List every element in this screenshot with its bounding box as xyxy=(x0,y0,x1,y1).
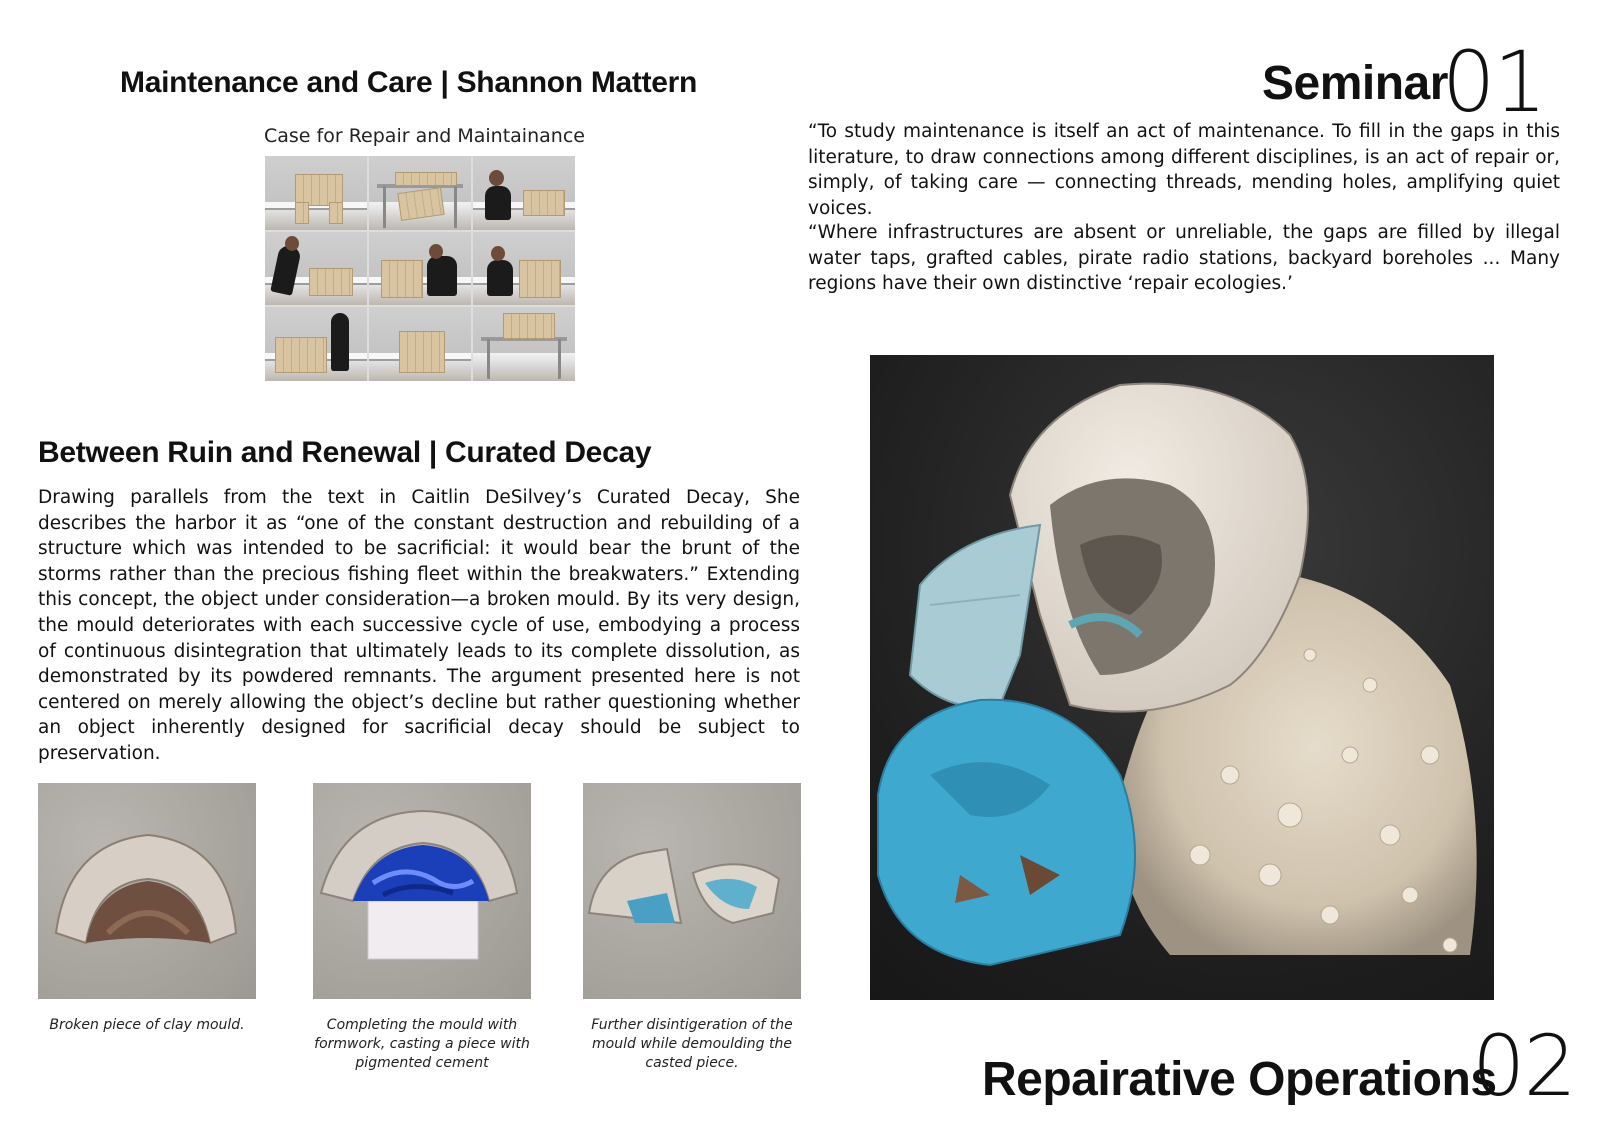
photo-grid-cell xyxy=(369,232,471,306)
repairative-operations-number: 02 xyxy=(1472,1017,1575,1115)
photo-grid-cell xyxy=(369,307,471,381)
photo-grid-cell xyxy=(265,307,367,381)
mattern-quote-1: “To study maintenance is itself an act of maintenance. To fill in the gaps in this literature, to draw connections among different disciplines, is an act of repair or, simply, of taking care — connecting threads, mending holes, amplifying quiet voices. xyxy=(808,121,1560,219)
caption-demoulding: Further disintigeration of the mould while demoulding the casted piece. xyxy=(591,1017,793,1071)
section1-title: Maintenance and Care | Shannon Mattern xyxy=(120,66,698,99)
demoulding-photo xyxy=(583,783,801,999)
photo-grid-cell xyxy=(473,307,575,381)
photo-grid-cell xyxy=(473,156,575,230)
caption-broken-mould: Broken piece of clay mould. xyxy=(49,1017,245,1033)
section1-subtitle: Case for Repair and Maintainance xyxy=(264,125,585,147)
broken-mould-photo xyxy=(38,783,256,999)
section2-body: Drawing parallels from the text in Caitlin DeSilvey’s Curated Decay, She describes the harbor it as “one of the constant destruction and rebuilding of a structure which was intended to be sacrificial: it would bear the brunt of the storms rather than the precious fishing fleet within the breakwaters.” Extending this concept, the object under consideration—a broken mould. By its very design, the mould deteriorates with each successive cycle of use, embodying a process of continuous disintegration that ultimately leads to its complete dissolution, as demonstrated by its powdered remnants. The argument presented here is not centered on merely allowing the object’s decline but rather questioning whether an object inherently designed for sacrificial decay should be subject to preservation. xyxy=(38,487,800,764)
section2-title: Between Ruin and Renewal | Curated Decay xyxy=(38,436,652,469)
photo-grid-cell xyxy=(473,232,575,306)
repair-performance-photo-grid xyxy=(265,156,575,381)
photo-grid-cell xyxy=(265,232,367,306)
caption-mould-casting: Completing the mould with formwork, casting a piece with pigmented cement xyxy=(314,1017,530,1071)
seminar-number: 01 xyxy=(1442,33,1545,131)
mould-casting-photo xyxy=(313,783,531,999)
broken-mould-remnants-photo xyxy=(870,355,1494,1000)
seminar-label: Seminar xyxy=(1262,57,1448,110)
repairative-operations-label: Repairative Operations xyxy=(982,1053,1497,1106)
mattern-quote-2: “Where infrastructures are absent or unreliable, the gaps are filled by illegal water taps, grafted cables, pirate radio stations, backyard boreholes ... Many regions have their own distinctive ‘repair ecologies.’ xyxy=(808,222,1560,294)
photo-grid-cell xyxy=(265,156,367,230)
photo-grid-cell xyxy=(369,156,471,230)
